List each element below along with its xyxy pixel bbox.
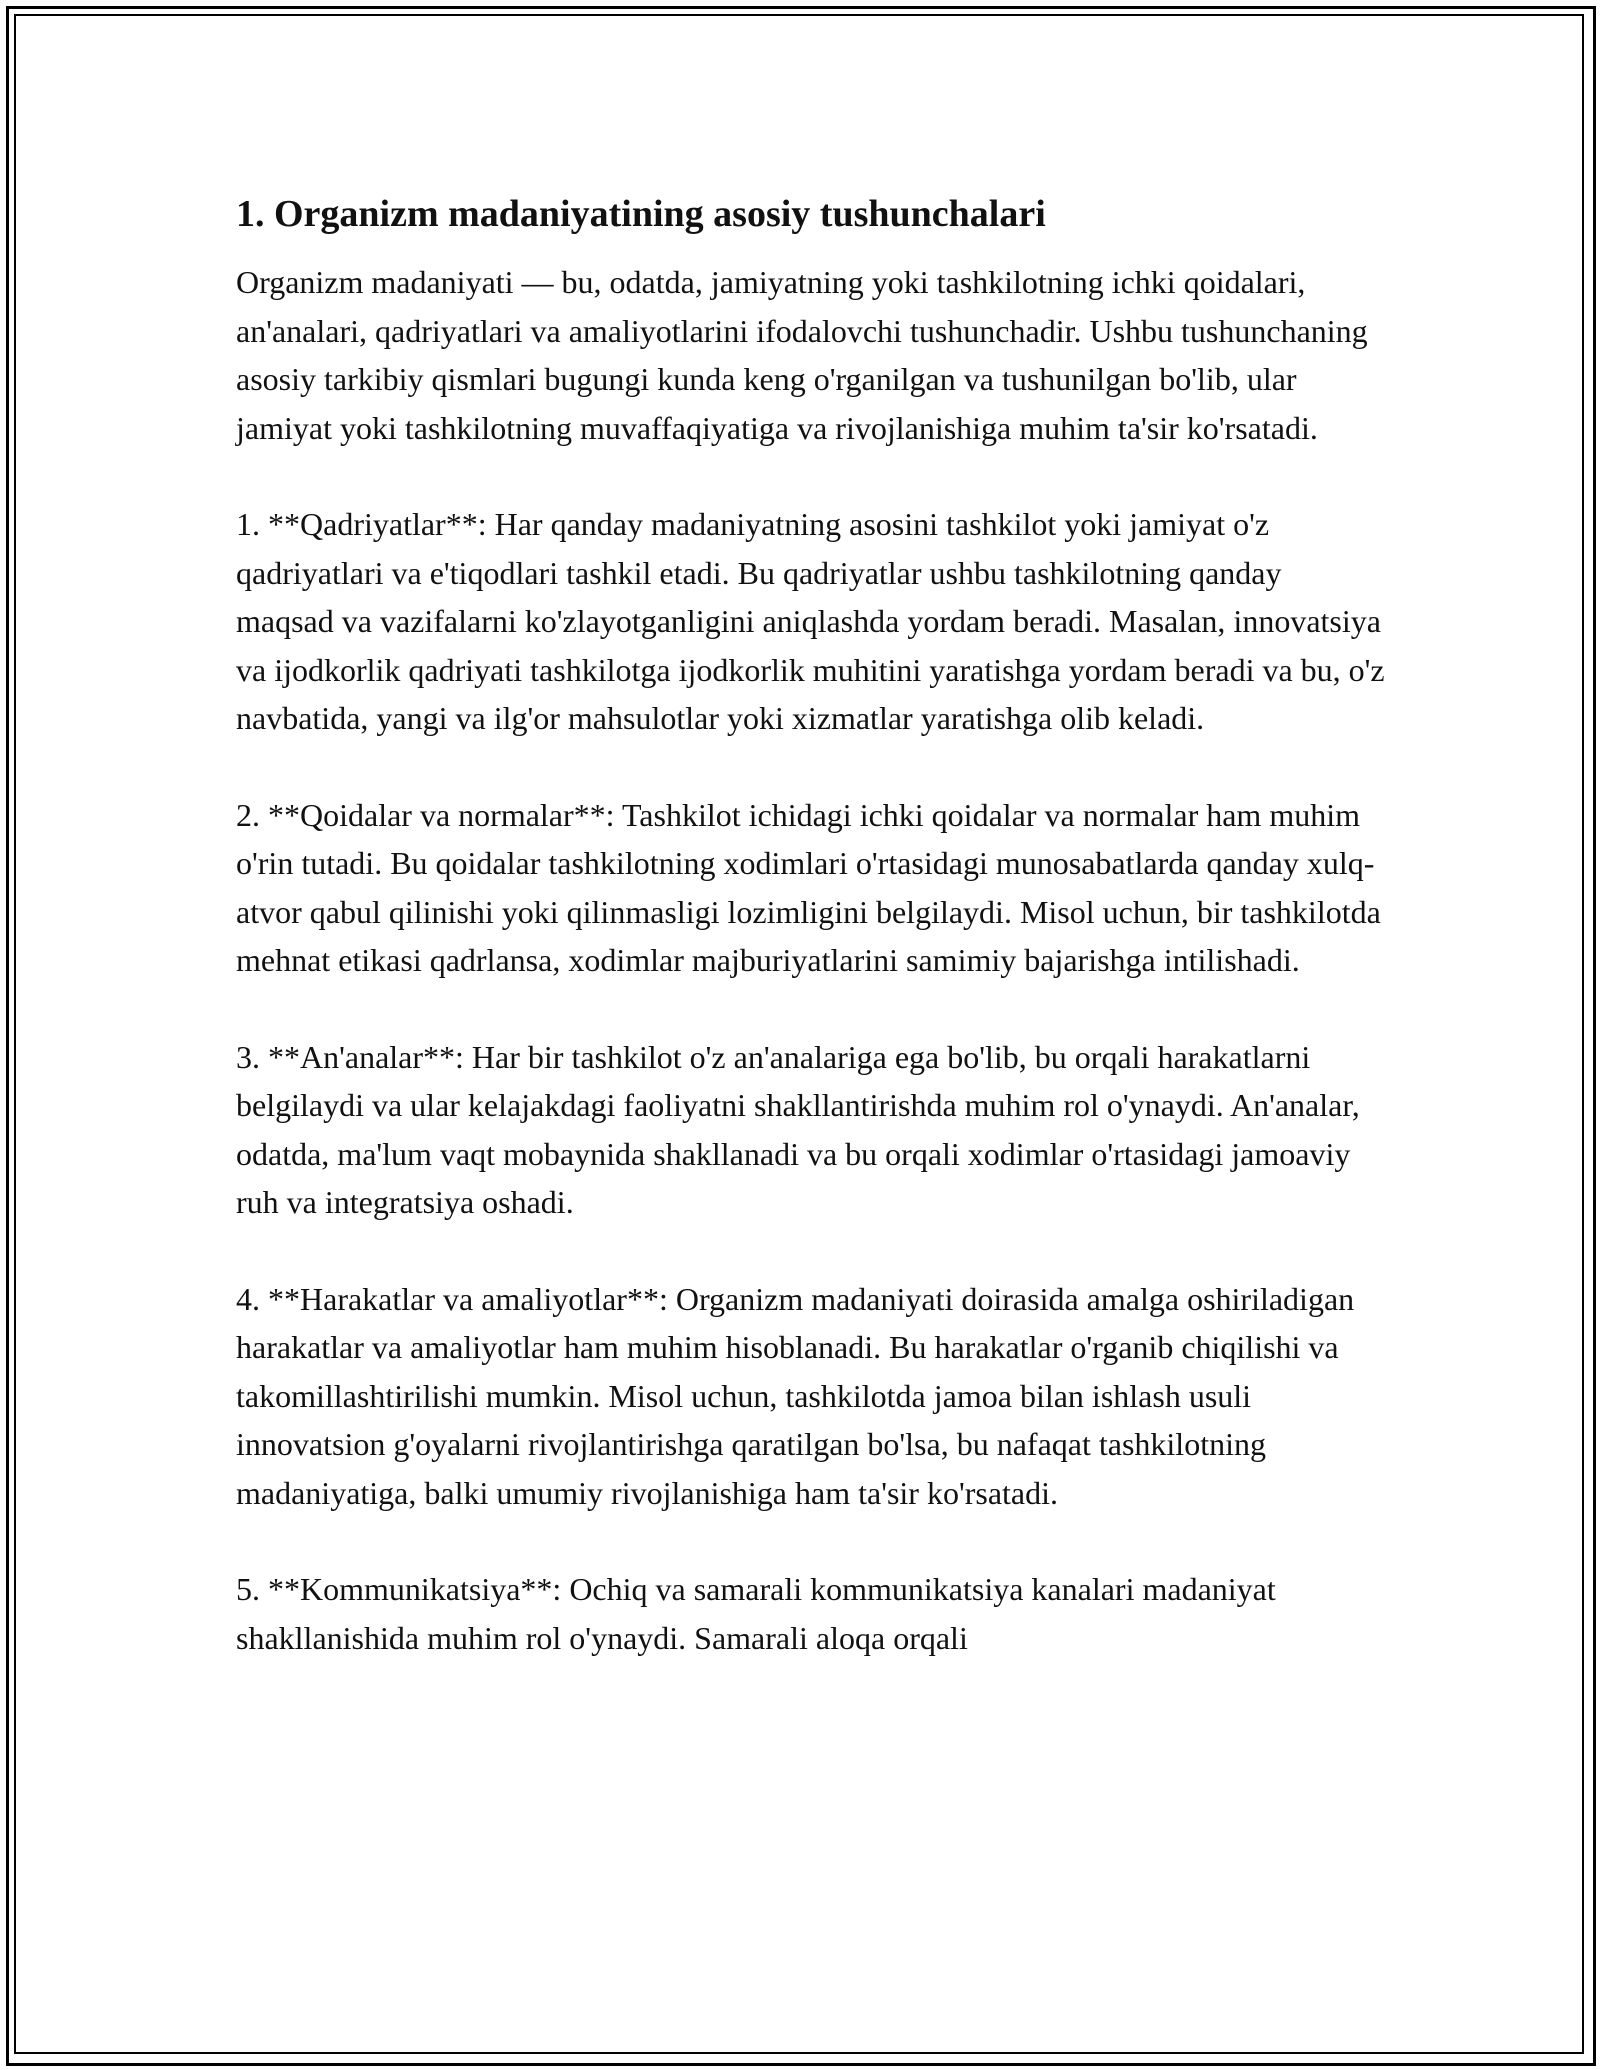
paragraph-qadriyatlar: 1. **Qadriyatlar**: Har qanday madaniyatning asosini tashkilot yoki jamiyat o'z qadriyatlari va e'tiqodlari tashkil etadi. Bu qadriyatlar ushbu tashkilotning qanday maqsad va vazifalarni ko'zlayotganligini aniqlashda yordam beradi. Masalan, innovatsiya va ijodkorlik qadriyati tashkilotga ijodkorlik muhitini yaratishga yordam beradi va bu, o'z navbatida, yangi va ilg'or mahsulotlar yoki xizmatlar yaratishga olib keladi. bbox=[236, 506, 1385, 736]
paragraph-ananalar: 3. **An'analar**: Har bir tashkilot o'z an'analariga ega bo'lib, bu orqali harakatlarni belgilaydi va ular kelajakdagi faoliyatni shakllantirishda muhim rol o'ynaydi. An'analar, odatda, ma'lum vaqt mobaynida shakllanadi va bu orqali xodimlar o'rtasidagi jamoaviy ruh va integratsiya oshadi. bbox=[236, 1038, 1360, 1220]
paragraph-harakatlar: 4. **Harakatlar va amaliyotlar**: Organizm madaniyati doirasida amalga oshiriladigan harakatlar va amaliyotlar ham muhim hisoblanadi. Bu harakatlar o'rganib chiqilishi va takomillashtirilishi mumkin. Misol uchun, tashkilotda jamoa bilan ishlash usuli innovatsion g'oyalarni rivojlantirishga qaratilgan bo'lsa, bu nafaqat tashkilotning madaniyatiga, balki umumiy rivojlanishiga ham ta'sir ko'rsatadi. bbox=[236, 1280, 1355, 1511]
document-body bbox=[236, 190, 1386, 1710]
section-title: 1. Organizm madaniyatining asosiy tushunchalari bbox=[236, 193, 1046, 235]
paragraph-kommunikatsiya: 5. **Kommunikatsiya**: Ochiq va samarali kommunikatsiya kanalari madaniyat shakllanishida muhim rol o'ynaydi. Samarali aloqa orqali bbox=[236, 1571, 1276, 1656]
paragraph-intro: Organizm madaniyati — bu, odatda, jamiyatning yoki tashkilotning ichki qoidalari, an'analari, qadriyatlari va amaliyotlarini ifodalovchi tushunchadir. Ushbu tushunchaning asosiy tarkibiy qismlari bugungi kunda keng o'rganilgan va tushunilgan bo'lib, ular jamiyat yoki tashkilotning muvaffaqiyatiga va rivojlanishiga muhim ta'sir ko'rsatadi. bbox=[236, 264, 1368, 446]
paragraph-qoidalar: 2. **Qoidalar va normalar**: Tashkilot ichidagi ichki qoidalar va normalar ham muhim o'rin tutadi. Bu qoidalar tashkilotning xodimlari o'rtasidagi munosabatlarda qanday xulq-atvor qabul qilinishi yoki qilinmasligi lozimligini belgilaydi. Misol uchun, bir tashkilotda mehnat etikasi qadrlansa, xodimlar majburiyatlarini samimiy bajarishga intilishadi. bbox=[236, 796, 1381, 978]
